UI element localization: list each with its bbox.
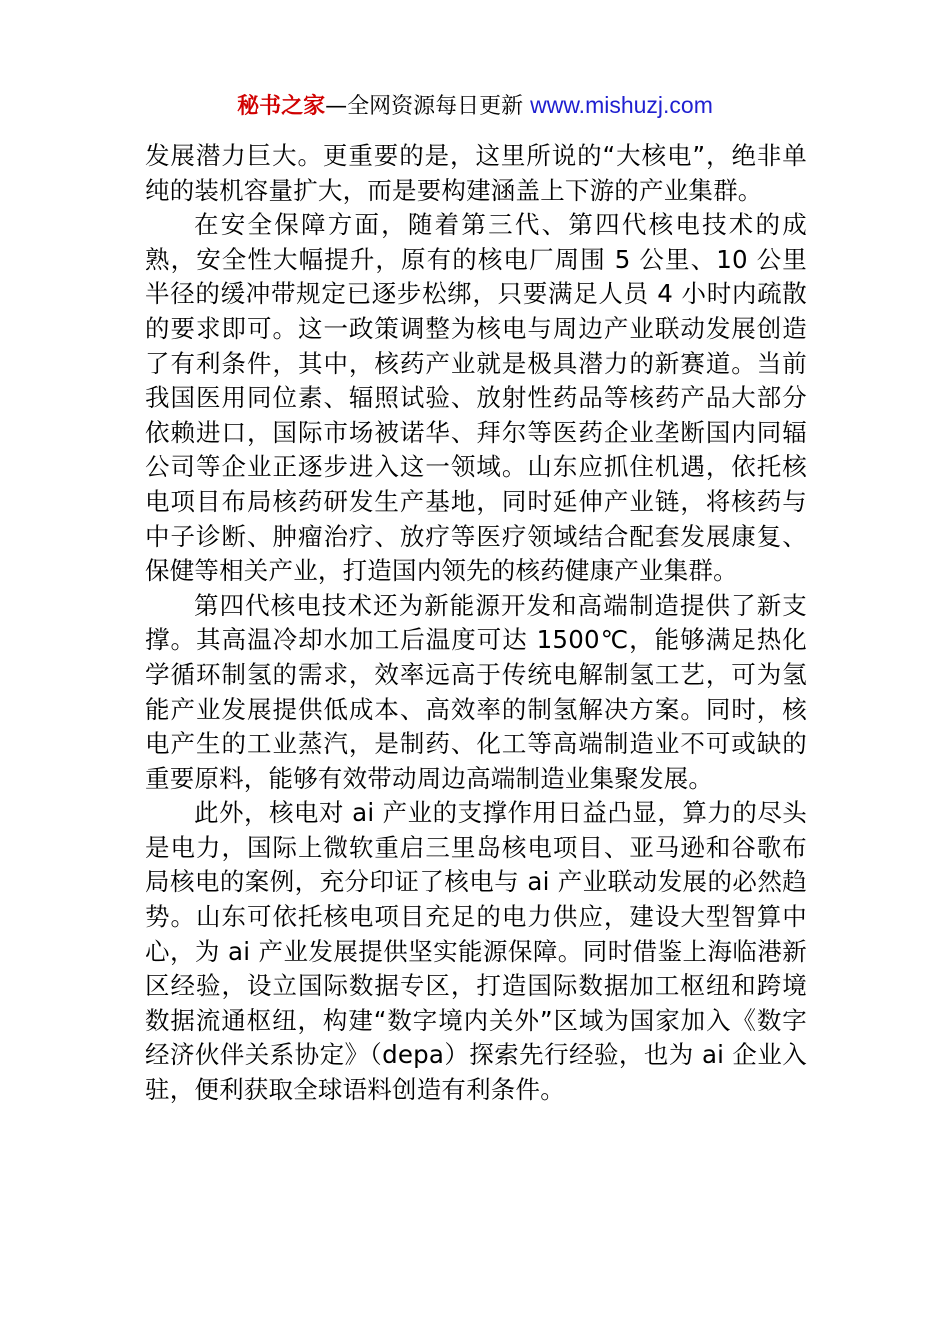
page-header <box>0 88 950 124</box>
article-body <box>145 139 807 1108</box>
paragraph-continuation: 发展潜力巨大。更重要的是，这里所说的“大核电”，绝非单纯的装机容量扩大，而是要构建涵盖上下游的产业集群。 <box>145 141 807 205</box>
brand-name: 秘书之家 <box>237 94 326 119</box>
paragraph-new-energy: 第四代核电技术还为新能源开发和高端制造提供了新支撑。其高温冷却水加工后温度可达 1500℃，能够满足热化学循环制氢的需求，效率远高于传统电解制氢工艺，可为氢能产业发展提供低成本、高效率的制氢解决方案。同时，核电产生的工业蒸汽，是制药、化工等高端制造业不可或缺的重要原料，能够有效带动周边高端制造业集聚发展。 <box>145 590 807 793</box>
paragraph-ai-industry: 此外，核电对 ai 产业的支撑作用日益凸显，算力的尽头是电力，国际上微软重启三里岛核电项目、亚马逊和谷歌布局核电的案例，充分印证了核电与 ai 产业联动发展的必然趋势。山东可依托核电项目充足的电力供应，建设大型智算中心，为 ai 产业发展提供坚实能源保障。同时借鉴上海临港新区经验，设立国际数据专区，打造国际数据加工枢纽和跨境数据流通枢纽，构建“数字境内关外”区域为国家加入《数字经济伙伴关系协定》（depa）探索先行经验，也为 ai 企业入驻，便利获取全球语料创造有利条件。 <box>145 798 807 1105</box>
website-link[interactable]: www.mishuzj.com <box>530 92 713 118</box>
header-tagline: —全网资源每日更新 <box>325 94 531 119</box>
paragraph-safety: 在安全保障方面，随着第三代、第四代核电技术的成熟，安全性大幅提升，原有的核电厂周围 5 公里、10 公里半径的缓冲带规定已逐步松绑，只要满足人员 4 小时内疏散的要求即可。这一政策调整为核电与周边产业联动发展创造了有利条件，其中，核药产业就是极具潜力的新赛道。当前我国医用同位素、辐照试验、放射性药品等核药产品大部分依赖进口，国际市场被诺华、拜尔等医药企业垄断国内同辐公司等企业正逐步进入这一领域。山东应抓住机遇，依托核电项目布局核药研发生产基地，同时延伸产业链，将核药与中子诊断、肿瘤治疗、放疗等医疗领域结合配套发展康复、保健等相关产业，打造国内领先的核药健康产业集群。 <box>145 210 807 586</box>
